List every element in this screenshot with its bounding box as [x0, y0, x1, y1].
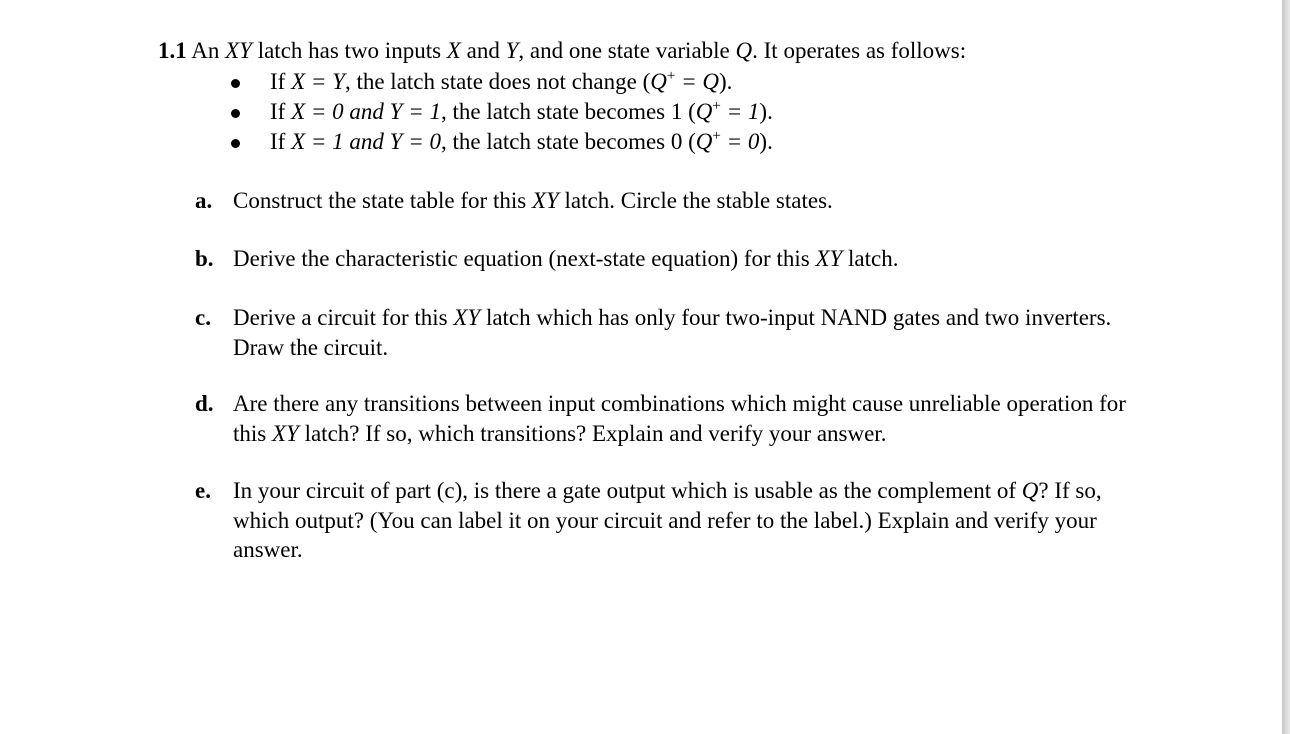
bullet-text	[270, 97, 773, 127]
part-text	[233, 186, 1135, 216]
part-var: XY	[271, 420, 299, 446]
bullet-body: , the latch state does not change (	[344, 69, 651, 94]
bullet-prefix: If	[270, 69, 286, 94]
part-var: XY	[531, 188, 559, 213]
part-text-pre: Derive a circuit for this	[233, 305, 448, 330]
bullet-dot	[231, 109, 240, 118]
part-text-pre: Construct the state table for this	[233, 188, 527, 213]
intro-xy: XY	[225, 38, 252, 63]
part-d	[195, 389, 1135, 448]
window-edge	[1282, 0, 1290, 734]
part-label: b.	[195, 246, 214, 271]
bullet-suffix: ).	[759, 129, 773, 154]
bullet-condition: X = 0 and Y = 1	[291, 99, 441, 124]
problem-heading	[158, 36, 966, 66]
part-label: a.	[195, 188, 213, 213]
part-var: XY	[453, 305, 481, 330]
bullet-text	[270, 67, 732, 97]
part-text-pre: Derive the characteristic equation (next-state equation) for this	[233, 246, 810, 271]
eq-sup: +	[666, 68, 676, 84]
eq-left: Q	[695, 129, 713, 154]
bullet-body: , the latch state becomes 0 (	[440, 129, 696, 154]
part-var: XY	[815, 246, 843, 271]
eq-sup: +	[712, 128, 721, 144]
part-text	[233, 303, 1135, 362]
intro-and: and	[466, 38, 500, 63]
part-var: Q	[1021, 478, 1039, 503]
eq-sup: +	[712, 98, 721, 114]
part-label: e.	[195, 478, 211, 503]
bullet-prefix: If	[270, 129, 286, 154]
part-b	[195, 244, 1135, 274]
part-text	[233, 389, 1135, 448]
bullet-dot	[231, 79, 240, 88]
eq-right: = 0	[720, 129, 760, 154]
bullet-body: , the latch state becomes 1 (	[440, 99, 696, 124]
bullet-condition: X = 1 and Y = 0	[291, 129, 441, 154]
intro-end: . It operates as follows:	[752, 38, 967, 63]
intro-mid1: latch has two inputs	[257, 38, 442, 63]
part-text-post: latch. Circle the stable states.	[564, 188, 833, 213]
part-text-post: latch which has only four two-input NAND gates and two inverters. Draw the circuit.	[233, 305, 1112, 360]
var-x: X	[446, 38, 461, 63]
problem-number: 1.1	[158, 38, 187, 63]
bullet-dot	[231, 139, 240, 148]
eq-right: = 1	[720, 99, 760, 124]
bullet-prefix: If	[270, 99, 286, 124]
part-text-pre: In your circuit of part (c), is there a gate output which is usable as the complement of	[233, 478, 1017, 503]
part-text	[233, 244, 1135, 274]
part-text-post: latch.	[848, 246, 899, 271]
part-label: d.	[195, 391, 214, 416]
bullet-suffix: ).	[718, 69, 733, 94]
eq-right: = Q	[675, 69, 719, 94]
part-c	[195, 303, 1135, 362]
part-text-pre: Are there any transitions between input combinations which might cause unreliable operation for this	[233, 391, 1126, 446]
intro-mid2: , and one state variable	[518, 38, 730, 63]
part-a	[195, 186, 1135, 216]
var-y: Y	[505, 38, 519, 63]
part-label: c.	[195, 305, 211, 330]
eq-left: Q	[695, 99, 713, 124]
var-q: Q	[735, 38, 753, 63]
bullet-suffix: ).	[759, 99, 773, 124]
intro-pre: An	[191, 38, 220, 63]
part-e	[195, 476, 1135, 565]
part-text-post: latch? If so, which transitions? Explain and verify your answer.	[304, 420, 887, 446]
bullet-condition: X = Y	[291, 69, 345, 94]
bullet-text	[270, 127, 773, 157]
eq-left: Q	[650, 69, 667, 94]
part-text-post: ? If so, which output? (You can label it on your circuit and refer to the label.) Explain and verify your answer.	[233, 478, 1102, 562]
part-text	[233, 476, 1135, 565]
